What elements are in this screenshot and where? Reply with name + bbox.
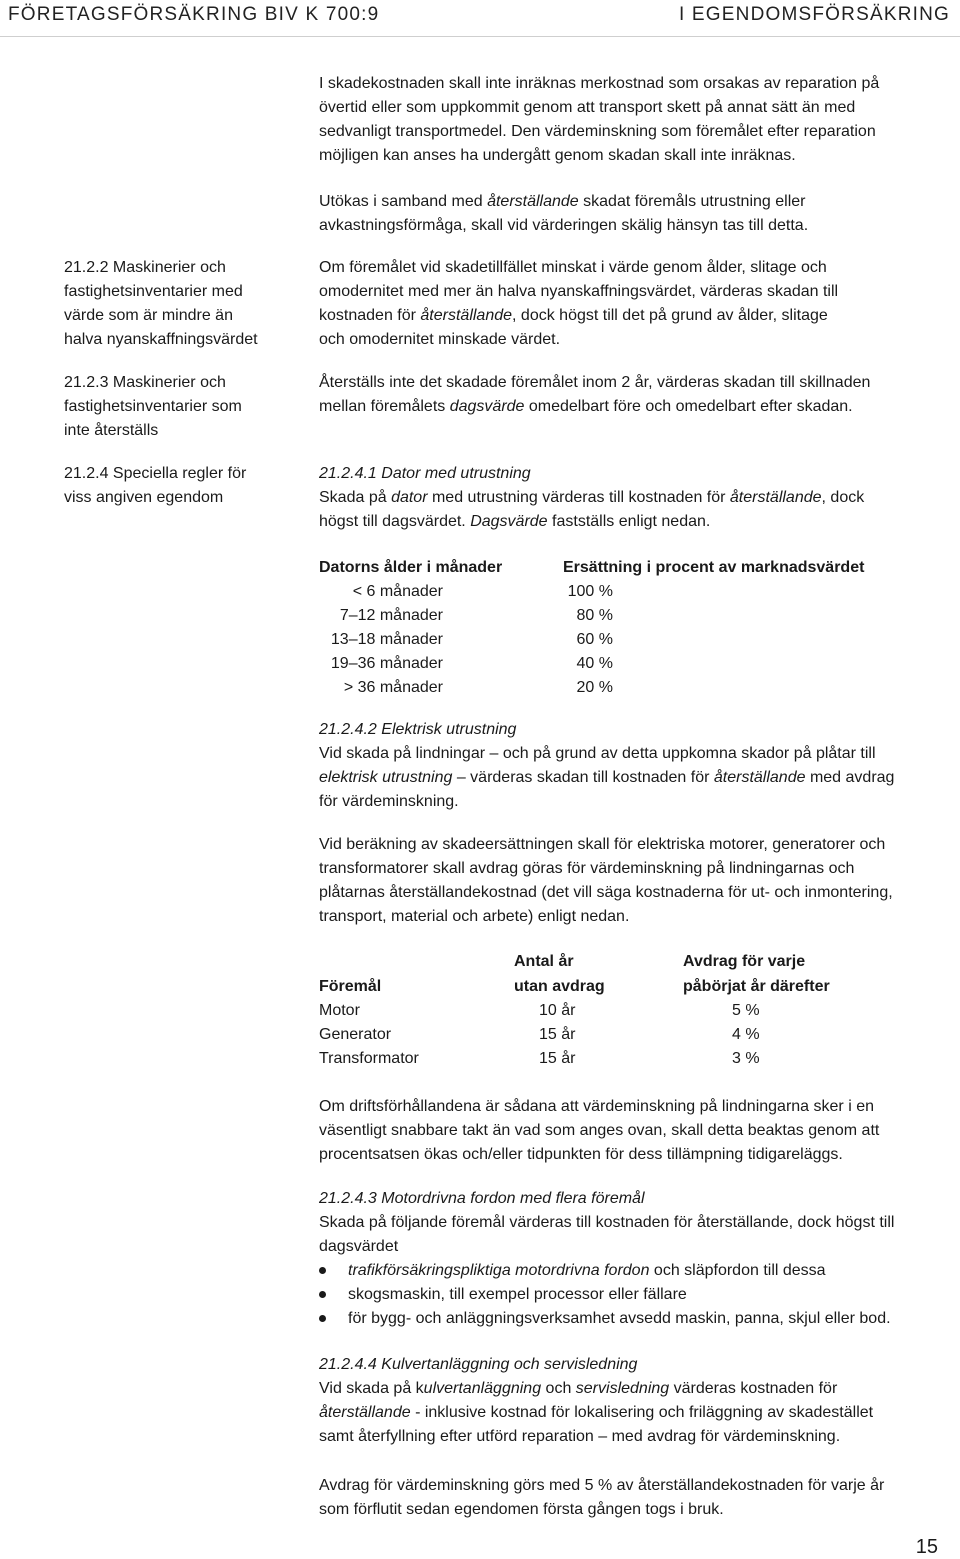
table-cell: 15 år bbox=[539, 1026, 576, 1043]
text-line: omodernitet med mer än halva nyanskaffningsvärdet, värderas skadan till bbox=[319, 283, 839, 300]
text-line: Avdrag för värdeminskning görs med 5 % av återställandekostnaden för varje år bbox=[319, 1477, 885, 1494]
intro-paragraph-1 bbox=[319, 72, 939, 168]
text-line: plåtarnas återställandekostnad (det vill säga kostnaderna för ut- och inmontering, bbox=[319, 884, 893, 901]
text-line: dagsvärdet bbox=[319, 1238, 399, 1255]
text-line: samt återfyllning efter utförd reparation – med avdrag för värdeminskning. bbox=[319, 1428, 841, 1445]
text-line: transport, material och arbete) enligt nedan. bbox=[319, 908, 630, 925]
header-document-title: FÖRETAGSFÖRSÄKRING BIV K 700:9 bbox=[8, 4, 380, 25]
sidebar-heading-21-2-4 bbox=[64, 462, 289, 510]
text-line: avkastningsförmåga, skall vid värderingen skälig hänsyn tas till detta. bbox=[319, 217, 809, 234]
table-row bbox=[319, 580, 939, 604]
page-header bbox=[0, 0, 960, 37]
table-cell: 13–18 månader bbox=[330, 631, 443, 648]
text-line: och omodernitet minskade värdet. bbox=[319, 331, 561, 348]
text-line: väsentligt snabbare takt än vad som anges ovan, skall detta beaktas genom att bbox=[319, 1122, 880, 1139]
sidebar-line: halva nyanskaffningsvärdet bbox=[64, 331, 258, 348]
motor-deduction-table bbox=[319, 950, 939, 1071]
text-line: mellan föremålets dagsvärde omedelbart före och omedelbart efter skadan. bbox=[319, 398, 853, 415]
page-number: 15 bbox=[915, 1536, 938, 1558]
table-cell: 5 % bbox=[732, 1002, 760, 1019]
intro-paragraph-2 bbox=[319, 190, 939, 238]
table-cell: 60 % bbox=[576, 631, 613, 648]
sidebar-heading-21-2-3 bbox=[64, 371, 289, 443]
column-header: Föremål bbox=[319, 978, 382, 995]
text-line: Utökas i samband med återställande skadat föremåls utrustning eller bbox=[319, 193, 806, 210]
column-header: Antal år bbox=[514, 953, 574, 970]
table-cell: 100 % bbox=[567, 583, 613, 600]
text-line: procentsatsen ökas och/eller tidpunkten för dess tillämpning tidigareläggs. bbox=[319, 1146, 843, 1163]
table-cell: 15 år bbox=[539, 1050, 576, 1067]
subsection-heading: 21.2.4.4 Kulvertanläggning och servisledning bbox=[319, 1356, 638, 1373]
text-line: Om föremålet vid skadetillfället minskat i värde genom ålder, slitage och bbox=[319, 259, 827, 276]
text-line: transformatorer skall avdrag göras för värdeminskning på lindningarnas och bbox=[319, 860, 855, 877]
list-item: skogsmaskin, till exempel processor eller fällare bbox=[319, 1283, 939, 1307]
section-21-2-4-3 bbox=[319, 1187, 939, 1259]
list-item: trafikförsäkringspliktiga motordrivna fordon och släpfordon till dessa bbox=[319, 1259, 939, 1283]
table-cell: Motor bbox=[319, 1002, 360, 1019]
table-row bbox=[319, 652, 939, 676]
header-section-title: I EGENDOMSFÖRSÄKRING bbox=[678, 4, 950, 25]
table-row bbox=[319, 628, 939, 652]
table-cell: Transformator bbox=[319, 1050, 419, 1067]
vehicle-bullet-list bbox=[319, 1259, 939, 1331]
sidebar-line: 21.2.2 Maskinerier och bbox=[64, 259, 226, 276]
text-line: Återställs inte det skadade föremålet inom 2 år, värderas skadan till skillnaden bbox=[319, 374, 871, 391]
text-line: Om driftsförhållandena är sådana att värdeminskning på lindningarna sker i en bbox=[319, 1098, 874, 1115]
sidebar-line: fastighetsinventarier med bbox=[64, 283, 243, 300]
driving-conditions-paragraph bbox=[319, 1095, 939, 1167]
section-21-2-3-text bbox=[319, 371, 939, 419]
text-line: elektrisk utrustning – värderas skadan till kostnaden för återställande med avdrag bbox=[319, 769, 895, 786]
table-cell: 19–36 månader bbox=[330, 655, 443, 672]
sidebar-line: 21.2.4 Speciella regler för bbox=[64, 465, 247, 482]
table-cell: 20 % bbox=[576, 679, 613, 696]
table-row bbox=[319, 1047, 939, 1071]
text-line: Skada på dator med utrustning värderas till kostnaden för återställande, dock bbox=[319, 489, 865, 506]
column-header: påbörjat år därefter bbox=[683, 978, 830, 995]
table-cell: 80 % bbox=[576, 607, 613, 624]
section-21-2-4-2-paragraph-2 bbox=[319, 833, 939, 929]
table-header-row bbox=[319, 556, 939, 580]
section-21-2-4-4 bbox=[319, 1353, 939, 1449]
table-cell: 3 % bbox=[732, 1050, 760, 1067]
subsection-heading: 21.2.4.3 Motordrivna fordon med flera föremål bbox=[319, 1190, 645, 1207]
column-header: Ersättning i procent av marknadsvärdet bbox=[563, 559, 865, 576]
table-cell: 40 % bbox=[576, 655, 613, 672]
section-21-2-4-4-paragraph-2 bbox=[319, 1474, 939, 1522]
text-line: Skada på följande föremål värderas till kostnaden för återställande, dock högst till bbox=[319, 1214, 895, 1231]
table-cell: 4 % bbox=[732, 1026, 760, 1043]
text-line: som förflutit sedan egendomen första gången togs i bruk. bbox=[319, 1501, 724, 1518]
text-line: återställande - inklusive kostnad för lokalisering och friläggning av skadestället bbox=[319, 1404, 874, 1421]
sidebar-heading-21-2-2 bbox=[64, 256, 289, 352]
section-21-2-2-text bbox=[319, 256, 939, 352]
section-21-2-4-2 bbox=[319, 718, 939, 814]
table-cell: > 36 månader bbox=[343, 679, 443, 696]
column-header: Avdrag för varje bbox=[683, 953, 806, 970]
table-cell: < 6 månader bbox=[352, 583, 443, 600]
text-line: I skadekostnaden skall inte inräknas merkostnad som orsakas av reparation på bbox=[319, 75, 880, 92]
sidebar-line: 21.2.3 Maskinerier och bbox=[64, 374, 226, 391]
column-header: utan avdrag bbox=[514, 978, 605, 995]
list-item: för bygg- och anläggningsverksamhet avsedd maskin, panna, skjul eller bod. bbox=[319, 1307, 939, 1331]
section-21-2-4-1 bbox=[319, 462, 939, 534]
table-row bbox=[319, 604, 939, 628]
sidebar-line: viss angiven egendom bbox=[64, 489, 224, 506]
table-cell: 10 år bbox=[539, 1002, 576, 1019]
sidebar-line: fastighetsinventarier som bbox=[64, 398, 242, 415]
text-line: kostnaden för återställande, dock högst till det på grund av ålder, slitage bbox=[319, 307, 828, 324]
text-line: Vid skada på lindningar – och på grund av detta uppkomna skador på plåtar till bbox=[319, 745, 876, 762]
column-header: Datorns ålder i månader bbox=[319, 559, 503, 576]
sidebar-line: inte återställs bbox=[64, 422, 159, 439]
table-header-row bbox=[319, 950, 939, 974]
subsection-heading: 21.2.4.2 Elektrisk utrustning bbox=[319, 721, 517, 738]
subsection-heading: 21.2.4.1 Dator med utrustning bbox=[319, 465, 531, 482]
text-line: Vid beräkning av skadeersättningen skall för elektriska motorer, generatorer och bbox=[319, 836, 886, 853]
table-row bbox=[319, 676, 939, 700]
text-line: högst till dagsvärdet. Dagsvärde fastställs enligt nedan. bbox=[319, 513, 711, 530]
table-header-row bbox=[319, 975, 939, 999]
table-row bbox=[319, 1023, 939, 1047]
text-line: sedvanligt transportmedel. Den värdeminskning som föremålet efter reparation bbox=[319, 123, 876, 140]
table-cell: 7–12 månader bbox=[339, 607, 443, 624]
sidebar-line: värde som är mindre än bbox=[64, 307, 233, 324]
text-line: Vid skada på kulvertanläggning och servisledning värderas kostnaden för bbox=[319, 1380, 838, 1397]
table-cell: Generator bbox=[319, 1026, 392, 1043]
text-line: för värdeminskning. bbox=[319, 793, 459, 810]
table-row bbox=[319, 999, 939, 1023]
text-line: övertid eller som uppkommit genom att transport skett på annat sätt än med bbox=[319, 99, 856, 116]
computer-age-table bbox=[319, 556, 939, 700]
text-line: möjligen kan anses ha undergått genom skadan skall inte inräknas. bbox=[319, 147, 796, 164]
